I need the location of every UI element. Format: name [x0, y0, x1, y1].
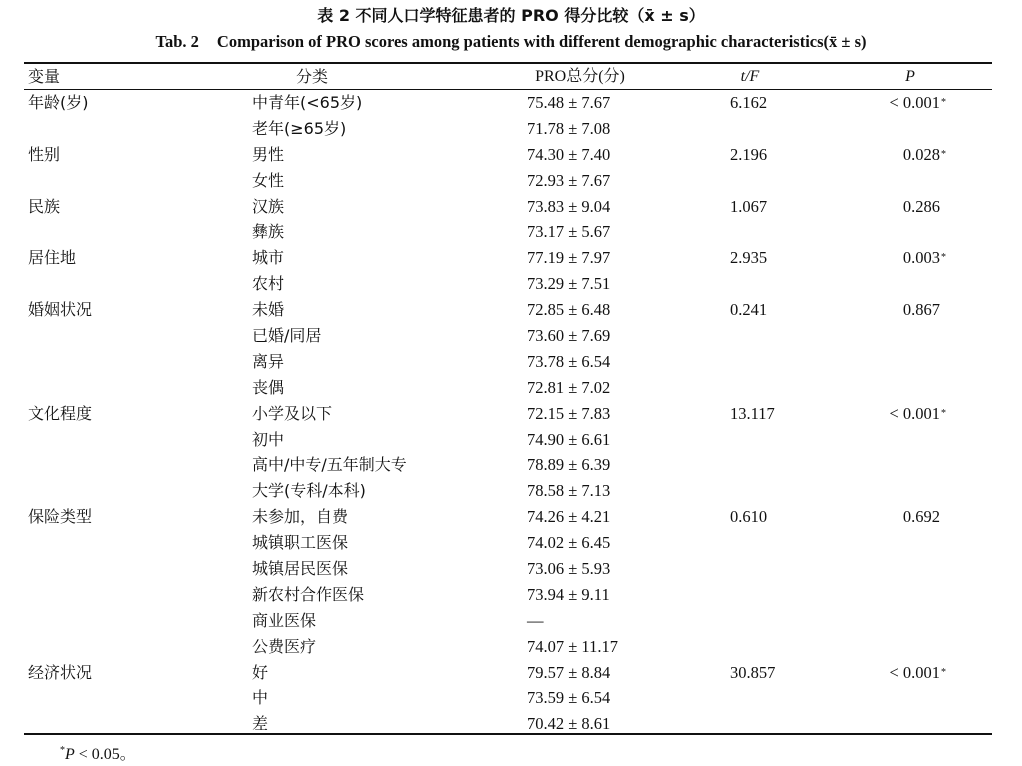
cell-pro-score-text: 73.94 ± 9.11	[527, 584, 610, 604]
cell-category-text: 好	[252, 662, 269, 682]
cell-category-text: 新农村合作医保	[252, 584, 365, 604]
cell-category	[252, 634, 316, 660]
cell-p-value	[878, 349, 940, 375]
cell-variable-text: 保险类型	[28, 507, 93, 527]
cell-variable	[28, 245, 76, 271]
cell-t-f	[730, 142, 767, 168]
table-row	[0, 219, 1022, 245]
cell-variable	[28, 194, 60, 220]
cell-category-text: 商业医保	[252, 610, 317, 630]
cell-variable-text: 年龄(岁)	[28, 93, 89, 112]
cell-pro-score	[527, 634, 618, 660]
cell-pro-score-text: 74.07 ± 11.17	[527, 636, 618, 656]
significance-mark: *	[941, 407, 946, 419]
table-row	[0, 582, 1022, 608]
table-row	[0, 349, 1022, 375]
cell-pro-score	[527, 349, 610, 375]
cell-pro-score	[527, 401, 610, 427]
cell-p-value	[878, 116, 940, 142]
cell-pro-score	[527, 660, 610, 686]
table-row	[0, 556, 1022, 582]
cell-category-text: 差	[252, 714, 269, 734]
table-row	[0, 194, 1022, 220]
cell-category-text: 已婚/同居	[252, 326, 322, 346]
table-body	[0, 90, 1022, 737]
cell-category	[252, 582, 364, 608]
cell-t-f	[730, 504, 767, 530]
cell-pro-score-text: —	[527, 610, 544, 630]
cell-p-value-text: 0.692	[902, 507, 940, 527]
cell-p-value	[878, 685, 940, 711]
cell-pro-score-text: 72.15 ± 7.83	[527, 403, 611, 423]
cell-category-text: 小学及以下	[252, 403, 333, 423]
table-row	[0, 478, 1022, 504]
cell-p-value	[878, 297, 940, 323]
significance-mark: *	[941, 252, 946, 264]
cell-t-f-text: 2.196	[730, 144, 768, 164]
cell-variable	[28, 142, 60, 168]
cell-pro-score	[527, 504, 610, 530]
cell-pro-score	[527, 323, 610, 349]
table-title-en	[0, 32, 1022, 52]
cell-category	[252, 556, 348, 582]
cell-p-value	[878, 478, 940, 504]
cell-variable	[28, 660, 92, 686]
significance-mark: *	[941, 97, 946, 108]
cell-t-f-text: 6.162	[730, 93, 768, 112]
table-row	[0, 142, 1022, 168]
cell-category	[252, 90, 362, 116]
cell-t-f	[730, 660, 775, 686]
cell-category	[252, 168, 284, 194]
cell-p-value	[878, 168, 940, 194]
cell-pro-score	[527, 582, 610, 608]
cell-t-f	[730, 194, 767, 220]
cell-pro-score	[527, 168, 610, 194]
cell-p-value-text: 0.867	[902, 300, 940, 320]
table-row	[0, 245, 1022, 271]
table-row	[0, 90, 1022, 116]
cell-category	[252, 194, 284, 220]
bottom-rule	[24, 733, 992, 735]
footnote-variable: P	[65, 746, 75, 763]
cell-pro-score-text: 74.26 ± 4.21	[527, 507, 611, 527]
footnote-mark: *	[60, 745, 65, 756]
cell-category-text: 中青年(<65岁)	[252, 93, 363, 112]
footnote-text: < 0.05。	[74, 746, 136, 763]
cell-p-value-text: 0.028	[902, 144, 940, 164]
cell-pro-score	[527, 219, 610, 245]
table-row	[0, 504, 1022, 530]
cell-p-value-text: 0.003	[902, 248, 940, 268]
cell-category	[252, 245, 284, 271]
cell-pro-score	[527, 297, 610, 323]
cell-category	[252, 349, 284, 375]
cell-variable-text: 文化程度	[28, 403, 93, 423]
cell-p-value	[878, 375, 940, 401]
cell-pro-score	[527, 452, 610, 478]
cell-variable	[28, 401, 92, 427]
cell-p-value	[878, 194, 940, 220]
cell-t-f	[730, 401, 775, 427]
cell-t-f-text: 13.117	[730, 403, 775, 423]
cell-category-text: 离异	[252, 351, 285, 371]
cell-pro-score	[527, 90, 610, 116]
cell-category-text: 城镇职工医保	[252, 533, 349, 553]
cell-t-f	[730, 90, 767, 116]
cell-category-text: 彝族	[252, 222, 285, 242]
cell-p-value	[878, 401, 946, 427]
cell-pro-score-text: 73.17 ± 5.67	[527, 222, 611, 242]
cell-p-value	[878, 323, 940, 349]
cell-pro-score-text: 73.06 ± 5.93	[527, 559, 611, 579]
cell-t-f-text: 1.067	[730, 196, 768, 216]
cell-pro-score	[527, 116, 610, 142]
table-row	[0, 401, 1022, 427]
cell-variable-text: 性别	[28, 144, 61, 164]
cell-pro-score-text: 79.57 ± 8.84	[527, 662, 611, 682]
cell-category-text: 城镇居民医保	[252, 559, 349, 579]
cell-p-value	[878, 634, 940, 660]
cell-category	[252, 530, 348, 556]
cell-pro-score-text: 73.60 ± 7.69	[527, 326, 611, 346]
cell-pro-score	[527, 245, 610, 271]
cell-category	[252, 478, 366, 504]
cell-category	[252, 271, 284, 297]
cell-pro-score	[527, 556, 610, 582]
cell-variable-text: 民族	[28, 196, 61, 216]
cell-p-value-text: < 0.001	[889, 662, 940, 682]
cell-pro-score-text: 72.81 ± 7.02	[527, 377, 611, 397]
cell-category-text: 未婚	[252, 300, 285, 320]
table-footnote	[60, 740, 136, 766]
table-row	[0, 608, 1022, 634]
cell-category-text: 未参加，自费	[252, 507, 349, 527]
cell-p-value	[878, 271, 940, 297]
cell-category-text: 男性	[252, 144, 285, 164]
cell-pro-score	[527, 608, 544, 634]
cell-category	[252, 116, 346, 142]
cell-t-f-text: 0.241	[730, 300, 768, 320]
cell-p-value-text: 0.286	[902, 196, 940, 216]
cell-variable	[28, 504, 92, 530]
cell-p-value-text: < 0.001	[889, 403, 940, 423]
cell-category	[252, 297, 284, 323]
table-row	[0, 530, 1022, 556]
cell-category	[252, 452, 407, 478]
cell-category	[252, 323, 321, 349]
cell-pro-score	[527, 271, 610, 297]
cell-pro-score-text: 74.90 ± 6.61	[527, 429, 611, 449]
cell-pro-score	[527, 375, 610, 401]
header-variable: 变量	[28, 67, 61, 86]
cell-pro-score-text: 74.02 ± 6.45	[527, 533, 611, 553]
significance-mark: *	[941, 148, 946, 160]
cell-pro-score-text: 77.19 ± 7.97	[527, 248, 611, 268]
cell-category-text: 农村	[252, 274, 285, 294]
top-rule	[24, 62, 992, 64]
cell-p-value	[878, 608, 940, 634]
table-row	[0, 116, 1022, 142]
table-row	[0, 323, 1022, 349]
header-t-f: t/F	[740, 68, 760, 85]
table-row	[0, 660, 1022, 686]
cell-category-text: 汉族	[252, 196, 285, 216]
cell-p-value	[878, 142, 946, 168]
cell-pro-score-text: 73.78 ± 6.54	[527, 351, 611, 371]
header-p-value: P	[905, 68, 915, 85]
cell-p-value	[878, 556, 940, 582]
cell-pro-score	[527, 685, 610, 711]
cell-p-value-text: < 0.001	[889, 93, 940, 112]
cell-p-value	[878, 504, 940, 530]
cell-category-text: 公费医疗	[252, 636, 317, 656]
cell-p-value	[878, 582, 940, 608]
cell-pro-score	[527, 142, 610, 168]
cell-p-value	[878, 660, 946, 686]
cell-t-f	[730, 297, 767, 323]
cell-variable-text: 经济状况	[28, 662, 93, 682]
table-row	[0, 168, 1022, 194]
cell-category-text: 女性	[252, 170, 285, 190]
cell-variable	[28, 90, 89, 116]
cell-pro-score	[527, 478, 610, 504]
table-title-en-text: Comparison of PRO scores among patients with different demographic characteristics(x̄ ± s)	[216, 32, 867, 51]
cell-pro-score-text: 78.89 ± 6.39	[527, 455, 611, 475]
cell-pro-score-text: 73.29 ± 7.51	[527, 274, 611, 294]
table-titles	[0, 6, 1022, 52]
cell-category	[252, 375, 284, 401]
table-title-cn: 表 2 不同人口学特征患者的 PRO 得分比较（x̄ ± s）	[317, 6, 705, 25]
cell-category-text: 老年(≥65岁)	[252, 118, 347, 138]
cell-variable-text: 居住地	[28, 248, 77, 268]
cell-category-text: 初中	[252, 429, 285, 449]
cell-pro-score-text: 70.42 ± 8.61	[527, 714, 611, 734]
cell-pro-score	[527, 194, 610, 220]
cell-t-f-text: 0.610	[730, 507, 768, 527]
cell-pro-score-text: 71.78 ± 7.08	[527, 118, 611, 138]
cell-category-text: 高中/中专/五年制大专	[252, 455, 407, 475]
cell-pro-score-text: 73.59 ± 6.54	[527, 688, 611, 708]
significance-mark: *	[941, 666, 946, 678]
cell-t-f-text: 30.857	[730, 662, 776, 682]
header-category: 分类	[295, 67, 328, 86]
cell-variable-text: 婚姻状况	[28, 300, 93, 320]
table-row	[0, 297, 1022, 323]
table-row	[0, 452, 1022, 478]
cell-category-text: 大学(专科/本科)	[252, 481, 366, 501]
table-row	[0, 375, 1022, 401]
cell-pro-score-text: 73.83 ± 9.04	[527, 196, 611, 216]
table-row	[0, 685, 1022, 711]
cell-pro-score-text: 74.30 ± 7.40	[527, 144, 611, 164]
cell-p-value	[878, 245, 946, 271]
cell-category	[252, 219, 284, 245]
cell-category-text: 城市	[252, 248, 285, 268]
cell-p-value	[878, 452, 940, 478]
cell-p-value	[878, 427, 940, 453]
cell-category	[252, 608, 316, 634]
cell-category	[252, 142, 284, 168]
table-row	[0, 634, 1022, 660]
cell-p-value	[878, 530, 940, 556]
cell-category-text: 中	[252, 688, 269, 708]
cell-pro-score	[527, 530, 610, 556]
cell-pro-score-text: 78.58 ± 7.13	[527, 481, 611, 501]
cell-pro-score-text: 72.93 ± 7.67	[527, 170, 611, 190]
cell-t-f	[730, 245, 767, 271]
header-pro-score: PRO总分(分)	[535, 68, 625, 85]
cell-category	[252, 660, 268, 686]
cell-pro-score	[527, 427, 610, 453]
cell-category-text: 丧偶	[252, 377, 285, 397]
cell-pro-score-text: 72.85 ± 6.48	[527, 300, 611, 320]
cell-p-value	[878, 90, 946, 116]
cell-category	[252, 504, 348, 530]
cell-t-f-text: 2.935	[730, 248, 768, 268]
cell-variable	[28, 297, 92, 323]
cell-category	[252, 401, 332, 427]
table-row	[0, 271, 1022, 297]
cell-category	[252, 427, 284, 453]
table-number: Tab. 2	[155, 32, 199, 51]
cell-p-value	[878, 219, 940, 245]
cell-category	[252, 685, 268, 711]
cell-pro-score-text: 75.48 ± 7.67	[527, 93, 611, 112]
table-row	[0, 427, 1022, 453]
